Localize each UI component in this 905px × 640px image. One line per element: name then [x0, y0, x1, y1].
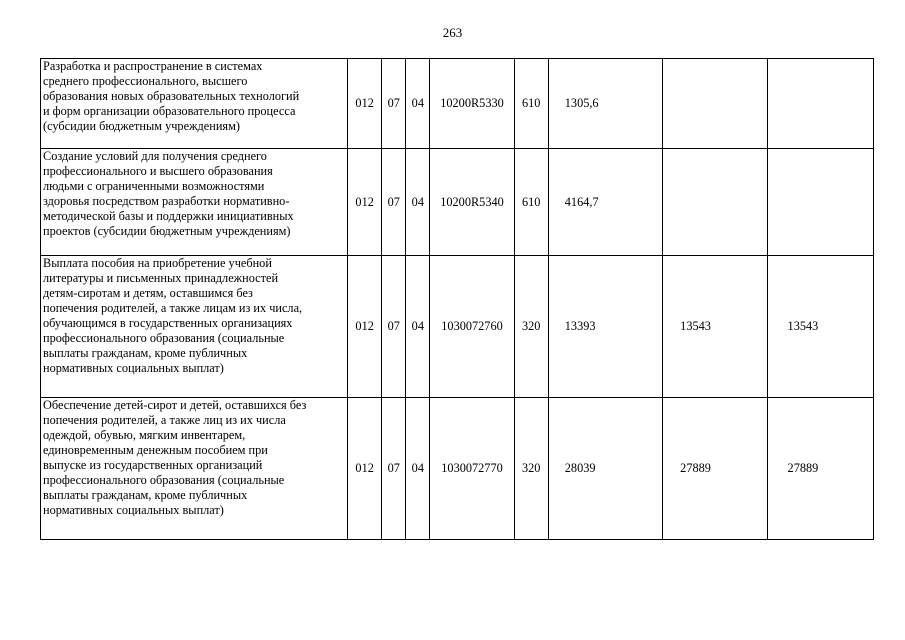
table-row [41, 149, 874, 256]
section-code: 07 [382, 256, 406, 398]
table-row [41, 398, 874, 540]
budget-table [40, 58, 874, 540]
subsection-code: 04 [406, 59, 430, 149]
page-number: 263 [442, 25, 463, 40]
subsection-code: 04 [406, 256, 430, 398]
target-article-code: 1030072760 [430, 256, 514, 398]
expense-type-code: 610 [514, 59, 548, 149]
amount-year-2 [663, 59, 767, 149]
subsection-code: 04 [406, 398, 430, 540]
amount-year-1: 4164,7 [548, 149, 662, 256]
ministry-code: 012 [348, 149, 382, 256]
amount-year-2 [663, 149, 767, 256]
amount-year-3: 27889 [767, 398, 873, 540]
amount-year-2: 13543 [663, 256, 767, 398]
row-description: Создание условий для получения среднего профессионального и высшего образования людьми с ограниченными возможностями здоровья посредством разработки нормативно- методической базы и поддержки инициативных проектов (субсидии бюджетным учреждениям) [41, 149, 348, 256]
expense-type-code: 610 [514, 149, 548, 256]
section-code: 07 [382, 149, 406, 256]
section-code: 07 [382, 59, 406, 149]
ministry-code: 012 [348, 59, 382, 149]
section-code: 07 [382, 398, 406, 540]
amount-year-3 [767, 59, 873, 149]
target-article-code: 10200R5330 [430, 59, 514, 149]
amount-year-1: 13393 [548, 256, 662, 398]
amount-year-3: 13543 [767, 256, 873, 398]
row-description: Выплата пособия на приобретение учебной литературы и письменных принадлежностей детям-сиротам и детям, оставшимся без попечения родителей, а также лицам из их числа, обучающимся в государственных организациях профессионального образования (социальные выплаты гражданам, кроме публичных нормативных социальных выплат) [41, 256, 348, 398]
row-description: Разработка и распространение в системах среднего профессионального, высшего образования новых образовательных технологий и форм организации образовательного процесса (субсидии бюджетным учреждениям) [41, 59, 348, 149]
expense-type-code: 320 [514, 398, 548, 540]
row-description: Обеспечение детей-сирот и детей, оставшихся без попечения родителей, а также лиц из их числа одеждой, обувью, мягким инвентарем, единовременным денежным пособием при выпуске из государственных организаций профессионального образования (социальные выплаты гражданам, кроме публичных нормативных социальных выплат) [41, 398, 348, 540]
ministry-code: 012 [348, 398, 382, 540]
amount-year-3 [767, 149, 873, 256]
amount-year-1: 28039 [548, 398, 662, 540]
table-row [41, 59, 874, 149]
ministry-code: 012 [348, 256, 382, 398]
target-article-code: 1030072770 [430, 398, 514, 540]
amount-year-2: 27889 [663, 398, 767, 540]
table-row [41, 256, 874, 398]
subsection-code: 04 [406, 149, 430, 256]
target-article-code: 10200R5340 [430, 149, 514, 256]
expense-type-code: 320 [514, 256, 548, 398]
amount-year-1: 1305,6 [548, 59, 662, 149]
